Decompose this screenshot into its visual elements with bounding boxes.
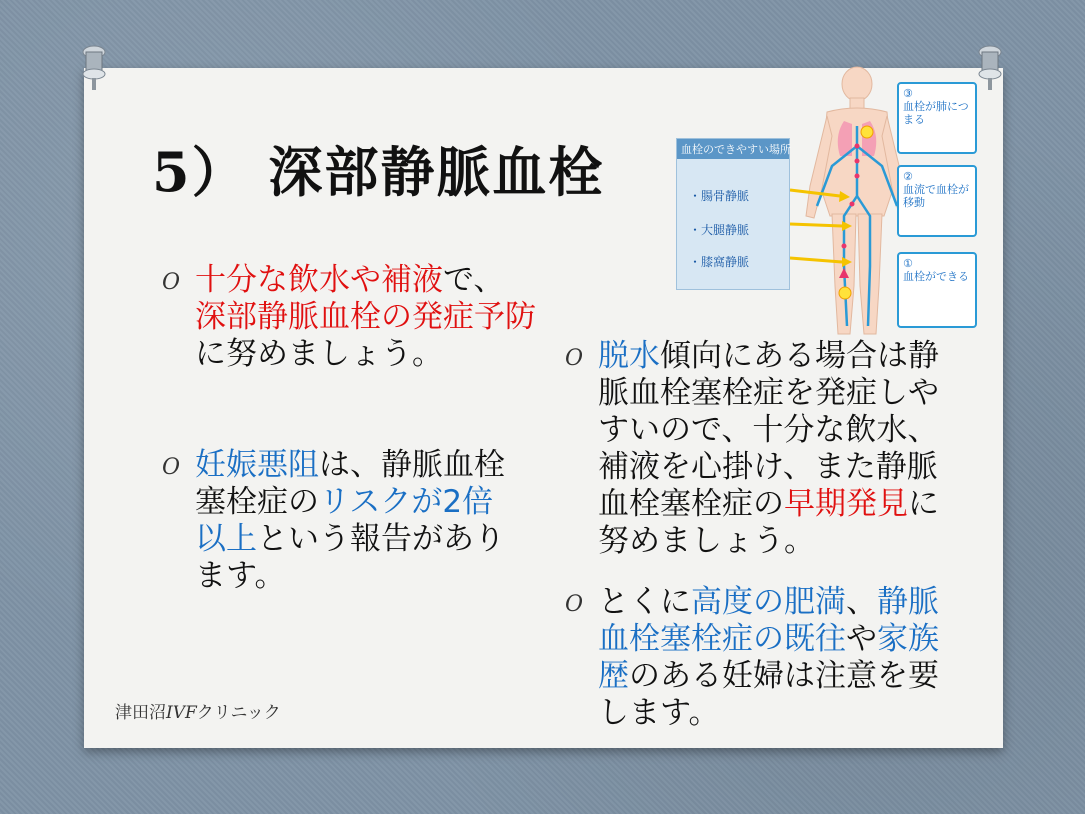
bullet-marker-icon: O: [565, 592, 584, 617]
bullet-marker-icon: O: [162, 455, 181, 480]
bullet-text: 傾向にある場合は静脈血栓塞栓症を発症しやすいので、十分な飲水、補液を心掛け、また静脈血栓塞栓症の: [598, 338, 939, 522]
bullet-hyperemesis: [162, 447, 515, 595]
pushpin-icon: [80, 44, 108, 92]
stage-box: [897, 165, 977, 237]
site-item: ・大腿静脈: [689, 223, 750, 237]
stage-box: [897, 252, 977, 328]
clinic-name: [115, 698, 281, 723]
stage-number: ③: [903, 87, 913, 100]
bullet-risk-factors: [565, 584, 963, 732]
clinic-name-part: 津田沼: [115, 703, 166, 723]
bullet-marker-icon: O: [162, 270, 181, 295]
bullet-text: 高度の肥満: [691, 584, 846, 620]
bullet-text: 静脈血栓塞栓症の既往: [598, 584, 939, 657]
stage-text: 血流で血栓が移動: [903, 183, 969, 209]
stage-number: ①: [903, 257, 913, 270]
page-title: 5） 深部静脈血栓: [152, 140, 605, 204]
stage-box: [897, 82, 977, 154]
site-box-header: 血栓のできやすい場所: [677, 139, 789, 159]
bullet-text: という報告があります。: [195, 521, 505, 594]
clinic-name-part: クリニック: [196, 703, 281, 723]
stage-text: 血栓ができる: [903, 270, 969, 283]
site-item: ・膝窩静脈: [689, 255, 750, 269]
bullet-text: 十分な飲水や補液: [195, 262, 443, 298]
bullet-text: のある妊婦は注意を要します。: [598, 658, 939, 731]
bullet-text: に努めましょう。: [195, 336, 443, 372]
bullet-text: 脱水: [598, 338, 660, 374]
bullet-text: は、静脈血栓塞栓症の: [195, 447, 505, 520]
site-item: ・腸骨静脈: [689, 189, 750, 203]
clinic-name-part: IVF: [166, 703, 197, 723]
bullet-text: に努めましょう。: [598, 486, 939, 559]
bullet-text: で、: [443, 262, 505, 298]
bullet-text: 深部静脈血栓の発症予防: [195, 299, 536, 335]
bullet-text: 家族歴: [598, 621, 939, 694]
bullet-text: リスクが2倍以上: [195, 484, 494, 557]
bullet-text: とくに: [598, 584, 691, 620]
bullet-text: 、: [846, 584, 877, 620]
bullet-marker-icon: O: [565, 346, 584, 371]
bullet-prevention: [162, 262, 540, 373]
bullet-text: や: [846, 621, 877, 657]
stage-number: ②: [903, 170, 913, 183]
bullet-dehydration: [565, 338, 963, 560]
thrombus-site-box: [676, 138, 790, 290]
bullet-text: 早期発見: [784, 486, 908, 522]
stage-text: 血栓が肺につまる: [903, 100, 969, 126]
bullet-text: 妊娠悪阻: [195, 447, 319, 483]
